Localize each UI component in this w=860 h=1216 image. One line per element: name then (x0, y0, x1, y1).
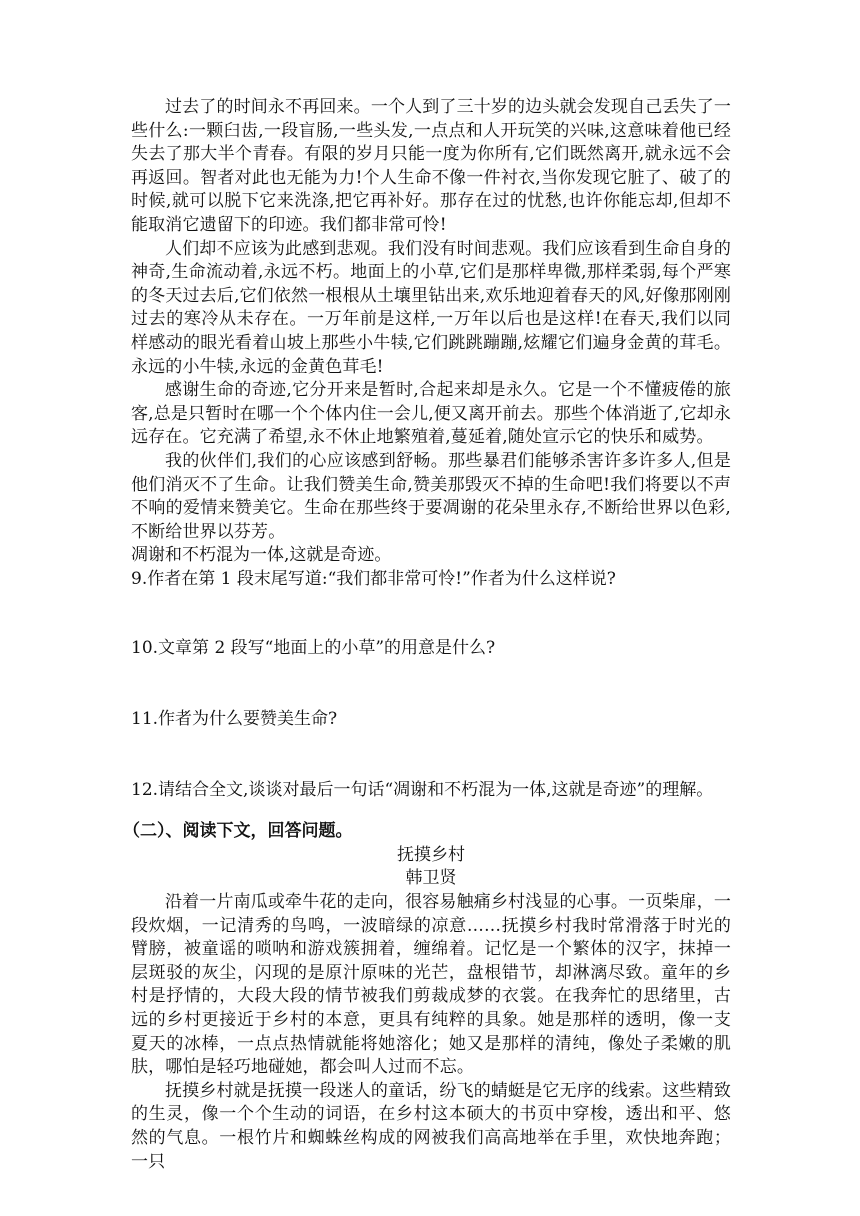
section-heading: （二）、阅读下文，回答问题。 (123, 821, 353, 842)
closing-line: 凋谢和不朽混为一体,这就是奇迹。 (131, 545, 392, 566)
question-12: 12.请结合全文,谈谈对最后一句话“凋谢和不朽混为一体,这就是奇迹”的理解。 (131, 779, 714, 800)
paragraph-4: 我的伙伴们,我们的心应该感到舒畅。那些暴君们能够杀害许多许多人,但是他们消灭不了生命。让我们赞美生命,赞美那毁灭不掉的生命吧!我们将要以不声不响的爱情来赞美它。生命在那些终于要凋谢的花朵里永存,不断给世界以色彩,不断给世界以芬芳。 (131, 450, 731, 542)
answer-space (131, 661, 731, 708)
question-11: 11.作者为什么要赞美生命? (131, 709, 338, 730)
answer-space (131, 732, 731, 779)
article-author: 韩卫贤 (405, 868, 457, 889)
article-title: 抚摸乡村 (397, 844, 465, 865)
answer-space (131, 591, 731, 637)
article-paragraph-2: 抚摸乡村就是抚摸一段迷人的童话，纷飞的蜻蜓是它无序的线索。这些精致的生灵，像一个个生动的词语，在乡村这本硕大的书页中穿梭，透出和平、悠然的气息。一根竹片和蜘蛛丝构成的网被我们高高地举在手里，欢快地奔跑；一只 (131, 1080, 731, 1172)
paragraph-3: 感谢生命的奇迹,它分开来是暂时,合起来却是永久。它是一个不懂疲倦的旅客,总是只暂时在哪一个个体内住一会儿,便又离开前去。那些个体消逝了,它却永远存在。它充满了希望,永不休止地繁殖着,蔓延着,随处宣示它的快乐和威势。 (131, 380, 731, 448)
question-9: 9.作者在第 1 段末尾写道:“我们都非常可怜!”作者为什么这样说? (131, 568, 616, 589)
paragraph-1: 过去了的时间永不再回来。一个人到了三十岁的边头就会发现自己丢失了一些什么:一颗臼齿,一段盲肠,一些头发,一点点和人开玩笑的兴味,这意味着他已经失去了那大半个青春。有限的岁月只能一度为你所有,它们既然离开,就永远不会再返回。智者对此也无能为力!个人生命不像一件衬衣,当你发现它脏了、破了的时候,就可以脱下它来洗涤,把它再补好。那存在过的忧愁,也许你能忘却,但却不能取消它遗留下的印迹。我们都非常可怜! (131, 97, 731, 235)
question-10: 10.文章第 2 段写“地面上的小草”的用意是什么? (131, 638, 496, 659)
article-paragraph-1: 沿着一片南瓜或牵牛花的走向，很容易触痛乡村浅显的心事。一页柴扉，一段炊烟，一记清秀的鸟鸣，一波暗绿的凉意……抚摸乡村我时常滑落于时光的臂膀，被童谣的唢呐和游戏簇拥着，缠绵着。记忆是一个繁体的汉字，抹掉一层斑驳的灰尘，闪现的是原汁原味的光芒，盘根错节，却淋漓尽致。童年的乡村是抒情的，大段大段的情节被我们剪裁成梦的衣裳。在我奔忙的思绪里，古远的乡村更接近于乡村的本意，更具有纯粹的具象。她是那样的透明，像一支夏天的冰棒，一点点热情就能将她溶化；她又是那样的清纯，像处子柔嫩的肌肤，哪怕是轻巧地碰她，都会叫人过而不忘。 (131, 892, 731, 1078)
paragraph-2: 人们却不应该为此感到悲观。我们没有时间悲观。我们应该看到生命自身的神奇,生命流动着,永远不朽。地面上的小草,它们是那样卑微,那样柔弱,每个严寒的冬天过去后,它们依然一根根从土壤里钻出来,欢乐地迎着春天的风,好像那刚刚过去的寒冷从未存在。一万年前是这样,一万年以后也是这样!在春天,我们以同样感动的眼光看着山坡上那些小牛犊,它们跳跳蹦蹦,炫耀它们遍身金黄的茸毛。永远的小牛犊,永远的金黄色茸毛! (131, 238, 731, 377)
